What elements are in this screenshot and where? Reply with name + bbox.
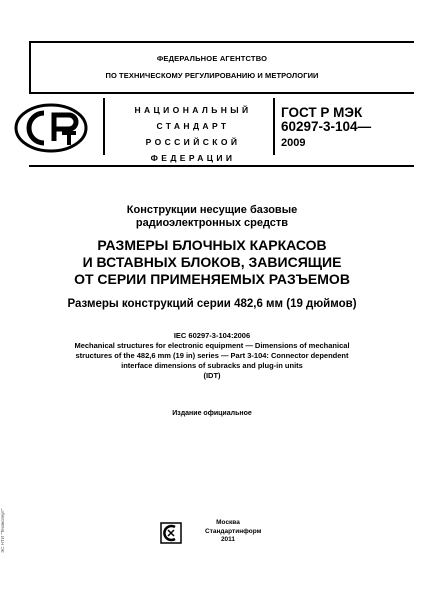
publisher-block bbox=[205, 519, 262, 545]
publisher-line: Москва bbox=[216, 519, 240, 526]
gost-line-1: ГОСТ Р МЭК bbox=[281, 105, 363, 120]
publisher-line: Стандартинформ bbox=[205, 527, 262, 535]
title-main-line: РАЗМЕРЫ БЛОЧНЫХ КАРКАСОВ bbox=[97, 237, 327, 253]
standartinform-logo-icon bbox=[160, 522, 182, 544]
national-line: ФЕДЕРАЦИИ bbox=[150, 153, 236, 163]
iec-line: Mechanical structures for electronic equipment — Dimensions of mechanical bbox=[74, 341, 350, 350]
title-main-line: И ВСТАВНЫХ БЛОКОВ, ЗАВИСЯЩИЕ bbox=[82, 254, 342, 270]
iec-line: interface dimensions of subracks and plug-in units bbox=[121, 361, 303, 370]
left-rule bbox=[29, 41, 31, 93]
national-line: РОССИЙСКОЙ bbox=[145, 137, 241, 147]
iec-line: (IDT) bbox=[203, 371, 221, 380]
gost-year: 2009 bbox=[281, 137, 306, 149]
iec-line: structures of the 482,6 mm (19 in) series — Part 3-104: Connector dependent bbox=[75, 351, 349, 360]
title-small bbox=[0, 204, 424, 230]
national-line: НАЦИОНАЛЬНЫЙ bbox=[134, 105, 252, 115]
gost-line-2: 60297-3-104— bbox=[281, 119, 372, 134]
gost-designation bbox=[281, 106, 411, 150]
margin-note: ЭС НТИ "Техэксперт" bbox=[0, 508, 5, 553]
national-line: СТАНДАРТ bbox=[156, 121, 230, 131]
agency-line-1: ФЕДЕРАЛЬНОЕ АГЕНТСТВО bbox=[156, 54, 268, 63]
title-main bbox=[0, 237, 424, 288]
iec-reference bbox=[0, 331, 424, 381]
title-subtitle: Размеры конструкций серии 482,6 мм (19 дюймов) bbox=[67, 298, 357, 310]
header-rule bbox=[29, 92, 414, 94]
title-main-line: ОТ СЕРИИ ПРИМЕНЯЕМЫХ РАЗЪЕМОВ bbox=[74, 271, 350, 287]
national-standard-block bbox=[118, 102, 268, 166]
top-rule bbox=[29, 41, 414, 43]
pct-certification-logo-icon bbox=[14, 103, 88, 153]
title-small-line: Конструкции несущие базовые bbox=[126, 204, 298, 216]
title-small-line: радиоэлектронных средств bbox=[135, 217, 289, 229]
title-rule bbox=[29, 165, 414, 167]
agency-line-2: ПО ТЕХНИЧЕСКОМУ РЕГУЛИРОВАНИЮ И МЕТРОЛОГИИ bbox=[105, 71, 319, 80]
iec-line: IEC 60297-3-104:2006 bbox=[173, 331, 251, 340]
logo-divider bbox=[103, 98, 105, 155]
edition-label: Издание официальное bbox=[172, 410, 252, 417]
gost-divider bbox=[273, 98, 275, 155]
publisher-line: 2011 bbox=[220, 536, 236, 543]
